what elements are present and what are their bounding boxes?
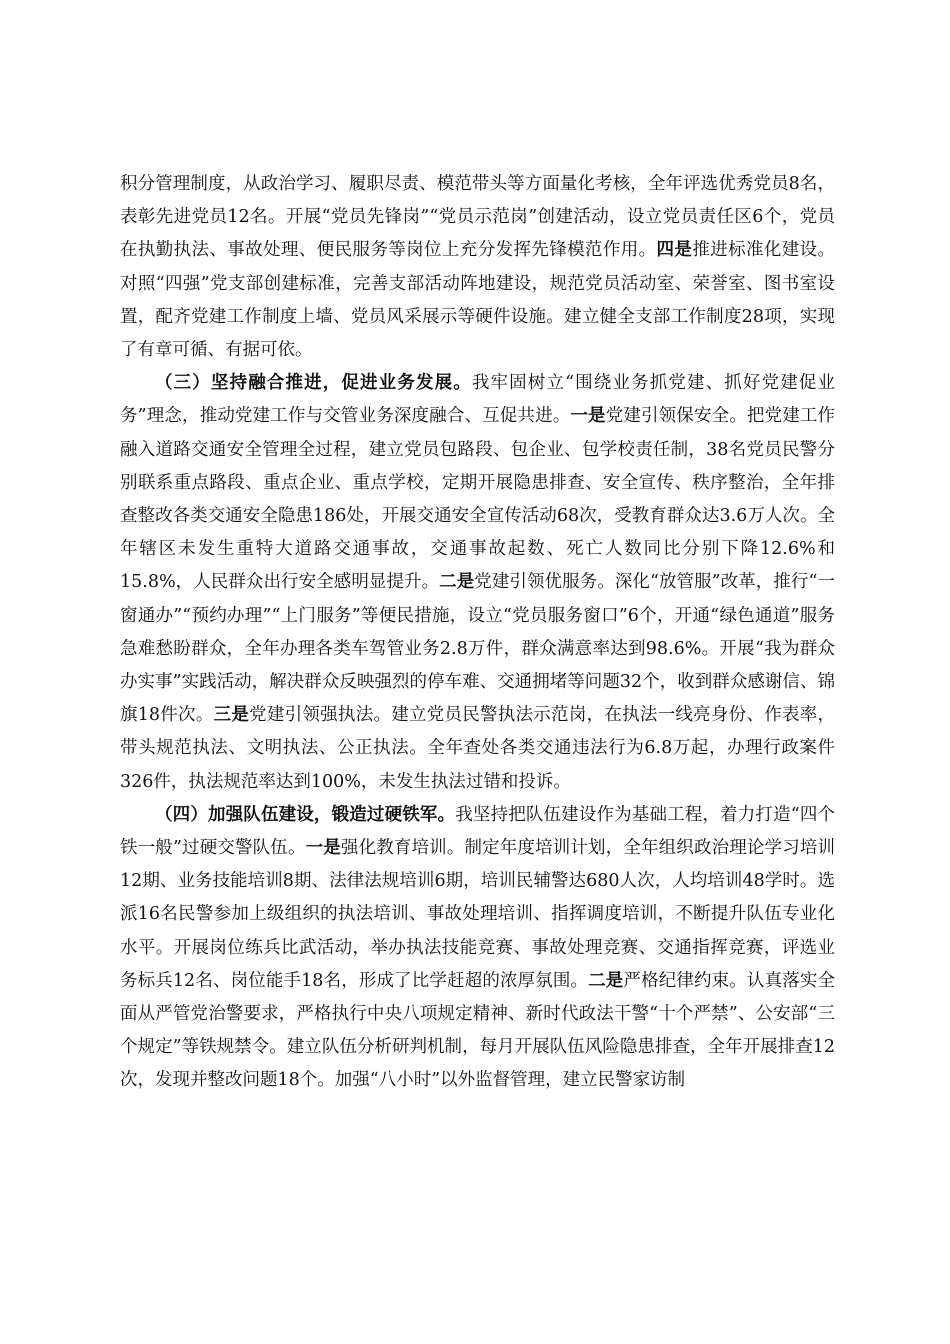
bold-marker-yi-shi: 一是 bbox=[305, 838, 341, 859]
paragraph-section-three bbox=[120, 367, 835, 799]
paragraph-text: 我牢固树立“围绕业务抓党建、抓好党建促业务”理念，推动党建工作与交管业务深度融合、互促共进。 bbox=[120, 373, 835, 427]
paragraph-party-member-management bbox=[120, 168, 835, 367]
bold-marker-er-shi: 二是 bbox=[439, 572, 475, 593]
paragraph-text: 积分管理制度，从政治学习、履职尽责、模范带头等方面量化考核，全年评选优秀党员8名，表彰先进党员12名。开展“党员先锋岗”“党员示范岗”创建活动，设立党员责任区6个，党员在执勤执法、事故处理、便民服务等岗位上充分发挥先锋模范作用。 bbox=[120, 174, 835, 261]
bold-marker-si-shi: 四是 bbox=[656, 240, 693, 261]
bold-marker-er-shi: 二是 bbox=[588, 970, 624, 991]
paragraph-section-four bbox=[120, 799, 835, 1098]
paragraph-text: 推进标准化建设。对照“四强”党支部创建标准，完善支部活动阵地建设，规范党员活动室、荣誉室、图书室设置，配齐党建工作制度上墙、党员风采展示等硬件设施。建立健全支部工作制度28项，实现了有章可循、有据可依。 bbox=[120, 240, 836, 361]
paragraph-text: 严格纪律约束。认真落实全面从严管党治警要求，严格执行中央八项规定精神、新时代政法干警“十个严禁”、公安部“三个规定”等铁规禁令。建立队伍分析研判机制，每月开展队伍风险隐患排查，全年开展排查12次，发现并整改问题18个。加强“八小时”以外监督管理，建立民警家访制 bbox=[120, 970, 835, 1091]
bold-marker-san-shi: 三是 bbox=[213, 705, 250, 726]
section-heading-three: （三）坚持融合推进，促进业务发展。 bbox=[155, 373, 472, 394]
paragraph-text: 我坚持把队伍建设作为基础工程，着力打造“四个铁一般”过硬交警队伍。 bbox=[120, 804, 836, 859]
paragraph-text: 党建引领强执法。建立党员民警执法示范岗，在执法一线亮身份、作表率，带头规范执法、文明执法、公正执法。全年查处各类交通违法行为6.8万起，办理行政案件326件，执法规范率达到100%，未发生执法过错和投诉。 bbox=[120, 705, 835, 792]
section-heading-four: （四）加强队伍建设，锻造过硬铁军。 bbox=[155, 804, 456, 825]
paragraph-text: 党建引领优服务。深化“放管服”改革，推行“一窗通办”“预约办理”“上门服务”等便民措施，设立“党员服务窗口”6个，开通“绿色通道”服务急难愁盼群众，全年办理各类车驾管业务2.8万件，群众满意率达到98.6%。开展“我为群众办实事”实践活动，解决群众反映强烈的停车难、交通拥堵等问题32个，收到群众感谢信、锦旗18件次。 bbox=[120, 572, 836, 726]
paragraph-text: 党建引领保安全。把党建工作融入道路交通安全管理全过程，建立党员包路段、包企业、包学校责任制，38名党员民警分别联系重点路段、重点企业、重点学校，定期开展隐患排查、安全宣传、秩序整治，全年排查整改各类交通安全隐患186处，开展交通安全宣传活动68次，受教育群众达3.6万人次。全年辖区未发生重特大道路交通事故，交通事故起数、死亡人数同比分别下降12.6%和15.8%，人民群众出行安全感明显提升。 bbox=[120, 406, 836, 593]
document-body bbox=[120, 168, 835, 1098]
paragraph-text: 强化教育培训。制定年度培训计划，全年组织政治理论学习培训12期、业务技能培训8期、法律法规培训6期，培训民辅警达680人次，人均培训48学时。选派16名民警参加上级组织的执法培训、事故处理培训、指挥调度培训，不断提升队伍专业化水平。开展岗位练兵比武活动，举办执法技能竞赛、事故处理竞赛、交通指挥竞赛，评选业务标兵12名、岗位能手18名，形成了比学赶超的浓厚氛围。 bbox=[120, 838, 836, 991]
bold-marker-yi-shi: 一是 bbox=[570, 406, 606, 427]
